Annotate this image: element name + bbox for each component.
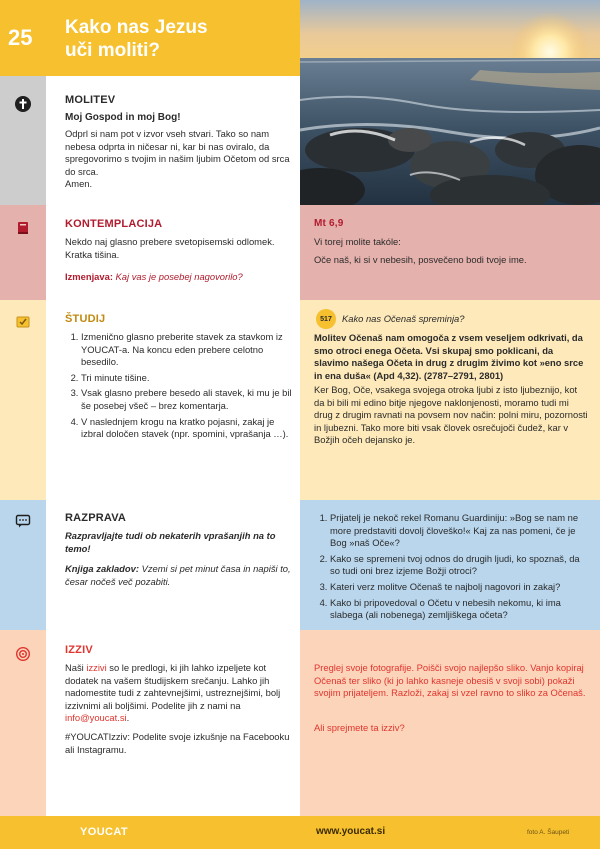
sea-photo	[300, 0, 600, 205]
email-link[interactable]: info@youcat.si	[65, 712, 127, 724]
izmenjava-text: Kaj vas je posebej nagovorilo?	[115, 271, 243, 282]
cross-icon	[15, 96, 31, 112]
badge-number: 517	[320, 315, 332, 323]
izziv-heading: IZZIV	[65, 644, 93, 656]
izziv-task: Preglej svoje fotografije. Poišči svojo najlepšo sliko. Vanjo kopiraj Očenaš ter sliko (ki jo lahko kasneje obesiš v svoji sobi) pokaži svojim prijateljem. Razloži, zakaj si vzel ravno to sliko za Očenaš.	[314, 662, 586, 699]
izziv-text-end: .	[126, 712, 130, 724]
studij-step: 2. Tri minute tišine.	[81, 372, 295, 385]
zakladov-label: Knjiga zakladov:	[65, 563, 139, 574]
molitev-body	[65, 128, 293, 191]
izziv-text-b: so le predlogi, ki jih lahko izpeljete kot dodatek na vašem študijskem srečanju. Lahko jih nadomestite tudi z zahtevnejšimi, ustreznejšimi, bolj izzivnimi ali boljšimi. Podelite jih z nami na	[65, 662, 281, 711]
studij-step: 1. Izmenično glasno preberite stavek za stavkom iz YOUCAT-a. Na koncu eden prebere celotno besedilo.	[81, 331, 295, 369]
molitev-text: Odprl si nam pot v izvor vseh stvari. Tako so nam nebesa odprta in ničesar ni, kar bi nas oviralo, da spregovorimo s tvojim in našim ljubim Očetom od srca do srca.	[65, 128, 290, 177]
photo-credit: foto A. Šaupeti	[527, 829, 570, 836]
razprava-subtitle: Razpravljajte tudi ob nekaterih vprašanjih na to temo!	[65, 530, 276, 554]
study-notes-icon	[15, 314, 31, 330]
studij-step-list	[65, 331, 295, 441]
discussion-question: 4. Kako bi pripovedoval o Očetu v nebesih nekomu, ki ima slabega (ali nobenega) zemljiškega očeta?	[330, 597, 592, 622]
kontemplacija-body: Nekdo naj glasno prebere svetopisemski odlomek. Kratka tišina.	[65, 236, 275, 260]
izziv-question: Ali sprejmete ta izziv?	[314, 722, 405, 733]
studij-heading: ŠTUDIJ	[65, 313, 106, 325]
youcat-question: Kako nas Očenaš spreminja?	[342, 313, 465, 324]
zakladov-text: Vzemi si pet minut časa in napiši to, česar nočeš več pozabiti.	[65, 563, 291, 587]
target-icon	[15, 646, 31, 662]
izziv-text-a: Naši	[65, 662, 87, 673]
razprava-question-list	[314, 512, 592, 622]
page-title-line2: uči moliti?	[65, 40, 160, 61]
book-icon	[15, 220, 31, 236]
molitev-amen: Amen.	[65, 178, 93, 190]
razprava-heading: RAZPRAVA	[65, 512, 127, 524]
kontemplacija-right-band	[300, 205, 600, 300]
footer-brand: YOUCAT	[80, 826, 129, 838]
molitev-heading: MOLITEV	[65, 94, 116, 106]
izmenjava-label: Izmenjava:	[65, 271, 113, 282]
kontemplacija-heading: KONTEMPLACIJA	[65, 218, 163, 230]
page-title-line1: Kako nas Jezus	[65, 17, 208, 38]
studij-steps	[65, 331, 295, 444]
footer-url[interactable]: www.youcat.si	[316, 826, 386, 837]
discussion-question: 2. Kako se spremeni tvoj odnos do drugih ljudi, ko spoznaš, da so tudi oni brez izjeme Božji otroci?	[330, 553, 592, 578]
verse-line-1: Vi torej molite takóle:	[314, 236, 401, 247]
studij-step: 4. V naslednjem krogu na kratko pojasni, zakaj je izbral določen stavek (npr. spomini, vprašanja …).	[81, 416, 295, 441]
knjiga-zakladov	[65, 563, 297, 588]
discussion-question: 3. Kateri verz molitve Očenaš te najbolj nagovori in zakaj?	[330, 581, 592, 594]
izziv-intro	[65, 662, 295, 725]
izziv-hashtag: #YOUCATIzziv: Podelite svoje izkušnje na Facebooku ali Instagramu.	[65, 731, 290, 755]
verse-line-2: Oče naš, ki si v nebesih, posvečeno bodi tvoje ime.	[314, 254, 527, 265]
scripture-reference: Mt 6,9	[314, 218, 344, 229]
youcat-answer-bold: Molitev Očenaš nam omogoča z vsem veseljem odkrivati, da smo otroci enega Očeta. Vsi skupaj smo poklicani, da slavimo našega Očeta in drug z drugim živimo kot »eno srce in ena duša« (Apd 4,32). (2787–2791, 2801)	[314, 332, 584, 381]
youcat-answer-body: Ker Bog, Oče, vsakega svojega otroka ljubi z isto ljubeznijo, kot da bi bili mi edino bitje njegove naklonjenosti, moramo tudi mi drug z drugim ravnati na povsem nov način: polni miru, pozornosti in ljubezni. Tako more biti vsak človek osrečujoči čudež, kar v Božjih očeh dejansko je.	[314, 384, 588, 446]
razprava-questions	[314, 512, 592, 625]
discussion-question: 1. Prijatelj je nekoč rekel Romanu Guardiniju: »Bog se nam ne more predstaviti dovolj človeško!« Kaj za nas pomeni, če je Bog »naš Oče«?	[330, 512, 592, 550]
sunset-sea-image	[300, 0, 600, 205]
lesson-number: 25	[8, 25, 33, 50]
izzivi-link[interactable]: izzivi	[86, 662, 107, 673]
studij-step: 3. Vsak glasno prebere besedo ali stavek, ki mu je bil še posebej všeč – brez komentarja.	[81, 387, 295, 412]
molitev-subtitle: Moj Gospod in moj Bog!	[65, 112, 181, 123]
speech-bubble-icon	[15, 513, 31, 529]
page-title	[65, 16, 208, 62]
izmenjava	[65, 271, 297, 284]
youcat-number-badge	[316, 309, 336, 329]
